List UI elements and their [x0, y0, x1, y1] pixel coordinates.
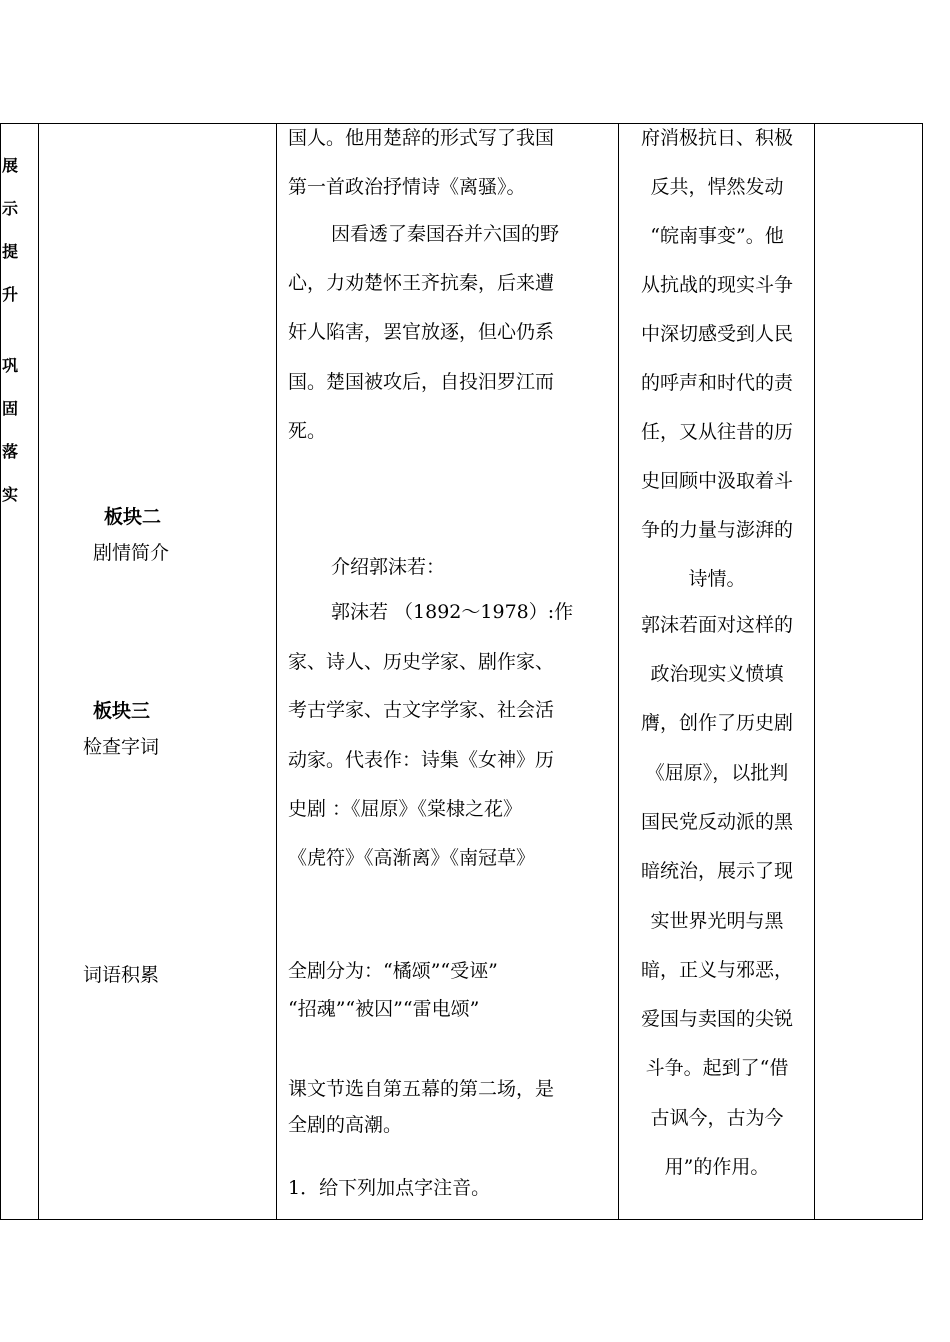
note-line: 郭沫若面对这样的	[640, 614, 793, 636]
body-line: 奸人陷害，罢官放逐，但心仍系	[288, 321, 555, 343]
note-line: 国民党反动派的黑	[640, 811, 793, 833]
body-line: 家、诗人、历史学家、剧作家、	[288, 651, 555, 673]
vocab-label: 词语积累	[83, 964, 160, 986]
note-line: 中深切感受到人民	[640, 323, 793, 345]
body-line: 因看透了秦国吞并六国的野	[331, 223, 560, 245]
body-line: 郭沫若 （1892～1978）:作	[331, 601, 574, 623]
note-line: 古讽今，古为今	[650, 1107, 784, 1129]
note-line: 争的力量与澎湃的	[640, 519, 793, 541]
body-line: 全剧的高潮。	[288, 1114, 403, 1136]
note-line: 府消极抗日、积极	[640, 127, 793, 149]
table-col-border	[276, 123, 277, 1220]
side-label-char: 升	[1, 285, 18, 304]
side-label-char: 展	[1, 156, 18, 175]
table-col-border	[922, 123, 923, 1220]
section2-subtitle: 剧情简介	[93, 542, 170, 564]
body-line: 死。	[288, 420, 327, 442]
table-col-border	[618, 123, 619, 1220]
side-label-char: 提	[1, 242, 18, 261]
body-line: 第一首政治抒情诗《离骚》。	[288, 176, 526, 198]
note-line: 爱国与卖国的尖锐	[640, 1008, 793, 1030]
body-line: 《虎符》《高渐离》《南冠草》	[288, 847, 536, 869]
note-line: 实世界光明与黑	[650, 910, 784, 932]
body-line: 介绍郭沫若：	[331, 556, 446, 578]
note-line: 的呼声和时代的责	[640, 372, 793, 394]
note-line: 暗统治，展示了现	[640, 860, 793, 882]
note-line: 暗，正义与邪恶，	[640, 959, 793, 981]
note-line: “皖南事变”。他	[650, 225, 784, 247]
table-top-border	[0, 123, 923, 124]
note-line: 膺，创作了历史剧	[640, 712, 793, 734]
body-line: 心，力劝楚怀王齐抗秦，后来遭	[288, 272, 555, 294]
note-line: 从抗战的现实斗争	[640, 274, 793, 296]
side-label-char: 实	[1, 485, 18, 504]
body-line: 国。楚国被攻后，自投汨罗江而	[288, 371, 555, 393]
table-col-border	[814, 123, 815, 1220]
section2-title: 板块二	[104, 506, 162, 528]
note-line: 《屈原》，以批判	[645, 762, 789, 784]
body-line: 动家。代表作：诗集《女神》历	[288, 749, 555, 771]
body-line: 全剧分为：“橘颂”“受诬”	[288, 960, 498, 982]
body-line: 1．给下列加点字注音。	[288, 1177, 491, 1199]
table-bottom-border	[0, 1219, 923, 1220]
section3-title: 板块三	[93, 700, 151, 722]
body-line: “招魂”“被囚”“雷电颂”	[288, 998, 480, 1020]
note-line: 史回顾中汲取着斗	[640, 470, 793, 492]
side-label-char: 示	[1, 199, 18, 218]
body-line: 考古学家、古文字学家、社会活	[288, 699, 555, 721]
side-label-char: 落	[1, 442, 18, 461]
note-line: 诗情。	[688, 568, 746, 590]
table-col-border	[38, 123, 39, 1220]
side-label-char: 巩	[1, 356, 18, 375]
body-line: 国人。他用楚辞的形式写了我国	[288, 127, 555, 149]
note-line: 反共，悍然发动	[650, 176, 784, 198]
note-line: 任，又从往昔的历	[640, 421, 793, 443]
body-line: 课文节选自第五幕的第二场，是	[288, 1078, 555, 1100]
note-line: 政治现实义愤填	[650, 663, 784, 685]
body-line: 史剧 ：《屈原》《棠棣之花》	[288, 798, 523, 820]
note-line: 用”的作用。	[664, 1156, 770, 1178]
note-line: 斗争。起到了“借	[645, 1057, 789, 1079]
section3-subtitle: 检查字词	[83, 736, 160, 758]
side-label-char: 固	[1, 399, 18, 418]
